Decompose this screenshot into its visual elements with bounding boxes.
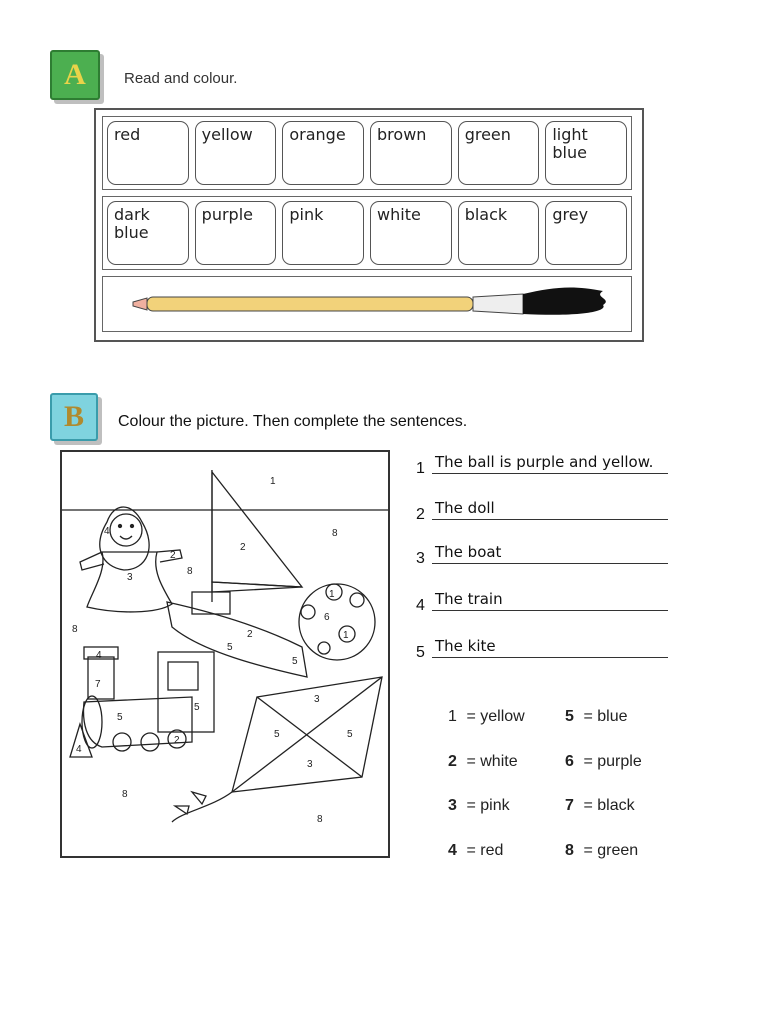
kite[interactable]	[172, 677, 382, 822]
section-b-instruction: Colour the picture. Then complete the sentences.	[118, 413, 468, 430]
key-item-4: 4 = red	[448, 842, 504, 859]
key-item-7: 7 = black	[565, 797, 635, 814]
key-item-6: 6 = purple	[565, 753, 642, 770]
label-kite-top: 3	[314, 694, 320, 705]
train[interactable]	[70, 647, 214, 757]
label-doll-body: 3	[127, 572, 133, 583]
label-ground-3: 8	[122, 789, 128, 800]
label-ground-4: 8	[317, 814, 323, 825]
label-kite-right: 5	[347, 729, 353, 740]
sentence-2	[416, 494, 668, 523]
label-ball-spot-2: 1	[343, 630, 349, 641]
sentence-text: The boat	[435, 543, 502, 561]
paint-well-dark-blue[interactable]: dark blue	[107, 201, 189, 265]
label-cab-window: 7	[95, 679, 101, 690]
key-colour: blue	[597, 708, 628, 725]
brush-tray	[102, 276, 632, 332]
answer-line[interactable]	[432, 657, 668, 658]
key-item-2: 2 = white	[448, 753, 518, 770]
label-engine-front: 4	[76, 744, 82, 755]
sentence-4	[416, 585, 668, 614]
key-number: 2	[448, 753, 457, 770]
sentence-text: The kite	[435, 637, 496, 655]
key-number: 6	[565, 753, 574, 770]
answer-line[interactable]	[432, 610, 668, 611]
label-ground-2: 8	[72, 624, 78, 635]
label-chimney: 4	[96, 650, 102, 661]
label-doll-hand: 2	[170, 550, 176, 561]
label-ball-spot: 1	[329, 589, 335, 600]
label-boat-stripe: 2	[247, 629, 253, 640]
key-colour: yellow	[480, 708, 525, 725]
colour-by-number-picture[interactable]	[60, 450, 390, 858]
label-kite-bottom: 3	[307, 759, 313, 770]
sentence-text: The ball is purple and yellow.	[435, 453, 654, 471]
label-engine-body: 5	[117, 712, 123, 723]
key-colour: black	[597, 797, 635, 814]
section-b-block-icon: B	[50, 393, 98, 441]
paint-well-red[interactable]: red	[107, 121, 189, 185]
key-item-3: 3 = pink	[448, 797, 510, 814]
sentence-number: 5	[416, 644, 425, 661]
paint-well-black[interactable]: black	[458, 201, 540, 265]
paint-well-green[interactable]: green	[458, 121, 540, 185]
label-ground-5: 8	[187, 566, 193, 577]
sentence-text: The train	[435, 590, 503, 608]
key-number: 3	[448, 797, 457, 814]
palette-row-1	[102, 116, 632, 190]
sentence-number: 3	[416, 550, 425, 567]
answer-line[interactable]	[432, 473, 668, 474]
label-wheel: 2	[174, 735, 180, 746]
paint-well-light-blue[interactable]: light blue	[545, 121, 627, 185]
sentence-1	[416, 448, 668, 477]
label-doll-hair: 4	[104, 526, 110, 537]
palette-row-2	[102, 196, 632, 270]
label-kite-left: 5	[274, 729, 280, 740]
answer-line[interactable]	[432, 563, 668, 564]
sentence-number: 1	[416, 460, 425, 477]
key-colour: purple	[597, 753, 642, 770]
paint-well-grey[interactable]: grey	[545, 201, 627, 265]
sentence-text: The doll	[435, 499, 495, 517]
key-item-1: 1 = yellow	[448, 708, 525, 725]
key-number: 5	[565, 708, 574, 725]
label-boat-2: 5	[292, 656, 298, 667]
key-number: 4	[448, 842, 457, 859]
paint-well-purple[interactable]: purple	[195, 201, 277, 265]
key-number: 7	[565, 797, 574, 814]
key-colour: white	[480, 753, 518, 770]
answer-line[interactable]	[432, 519, 668, 520]
paint-well-orange[interactable]: orange	[282, 121, 364, 185]
label-boat: 5	[227, 642, 233, 653]
section-a-block-icon: A	[50, 50, 100, 100]
key-item-8: 8 = green	[565, 842, 639, 859]
label-ground-1: 8	[332, 528, 338, 539]
sentence-3	[416, 538, 668, 567]
key-number: 1	[448, 708, 457, 725]
label-train-car: 5	[194, 702, 200, 713]
paint-well-brown[interactable]: brown	[370, 121, 452, 185]
key-colour: green	[597, 842, 639, 859]
paint-well-yellow[interactable]: yellow	[195, 121, 277, 185]
key-number: 8	[565, 842, 574, 859]
sentence-5	[416, 632, 668, 661]
doll[interactable]	[80, 507, 193, 612]
label-sky: 1	[270, 476, 276, 487]
key-colour: pink	[480, 797, 510, 814]
key-colour: red	[480, 842, 504, 859]
key-item-5: 5 = blue	[565, 708, 628, 725]
ball[interactable]	[299, 584, 375, 660]
paint-well-white[interactable]: white	[370, 201, 452, 265]
label-sail: 2	[240, 542, 246, 553]
paint-box	[94, 108, 644, 342]
sentence-number: 4	[416, 597, 425, 614]
section-a-instruction: Read and colour.	[124, 70, 238, 87]
paint-well-pink[interactable]: pink	[282, 201, 364, 265]
sentence-number: 2	[416, 506, 425, 523]
label-ball: 6	[324, 612, 330, 623]
paintbrush-icon	[103, 277, 631, 331]
